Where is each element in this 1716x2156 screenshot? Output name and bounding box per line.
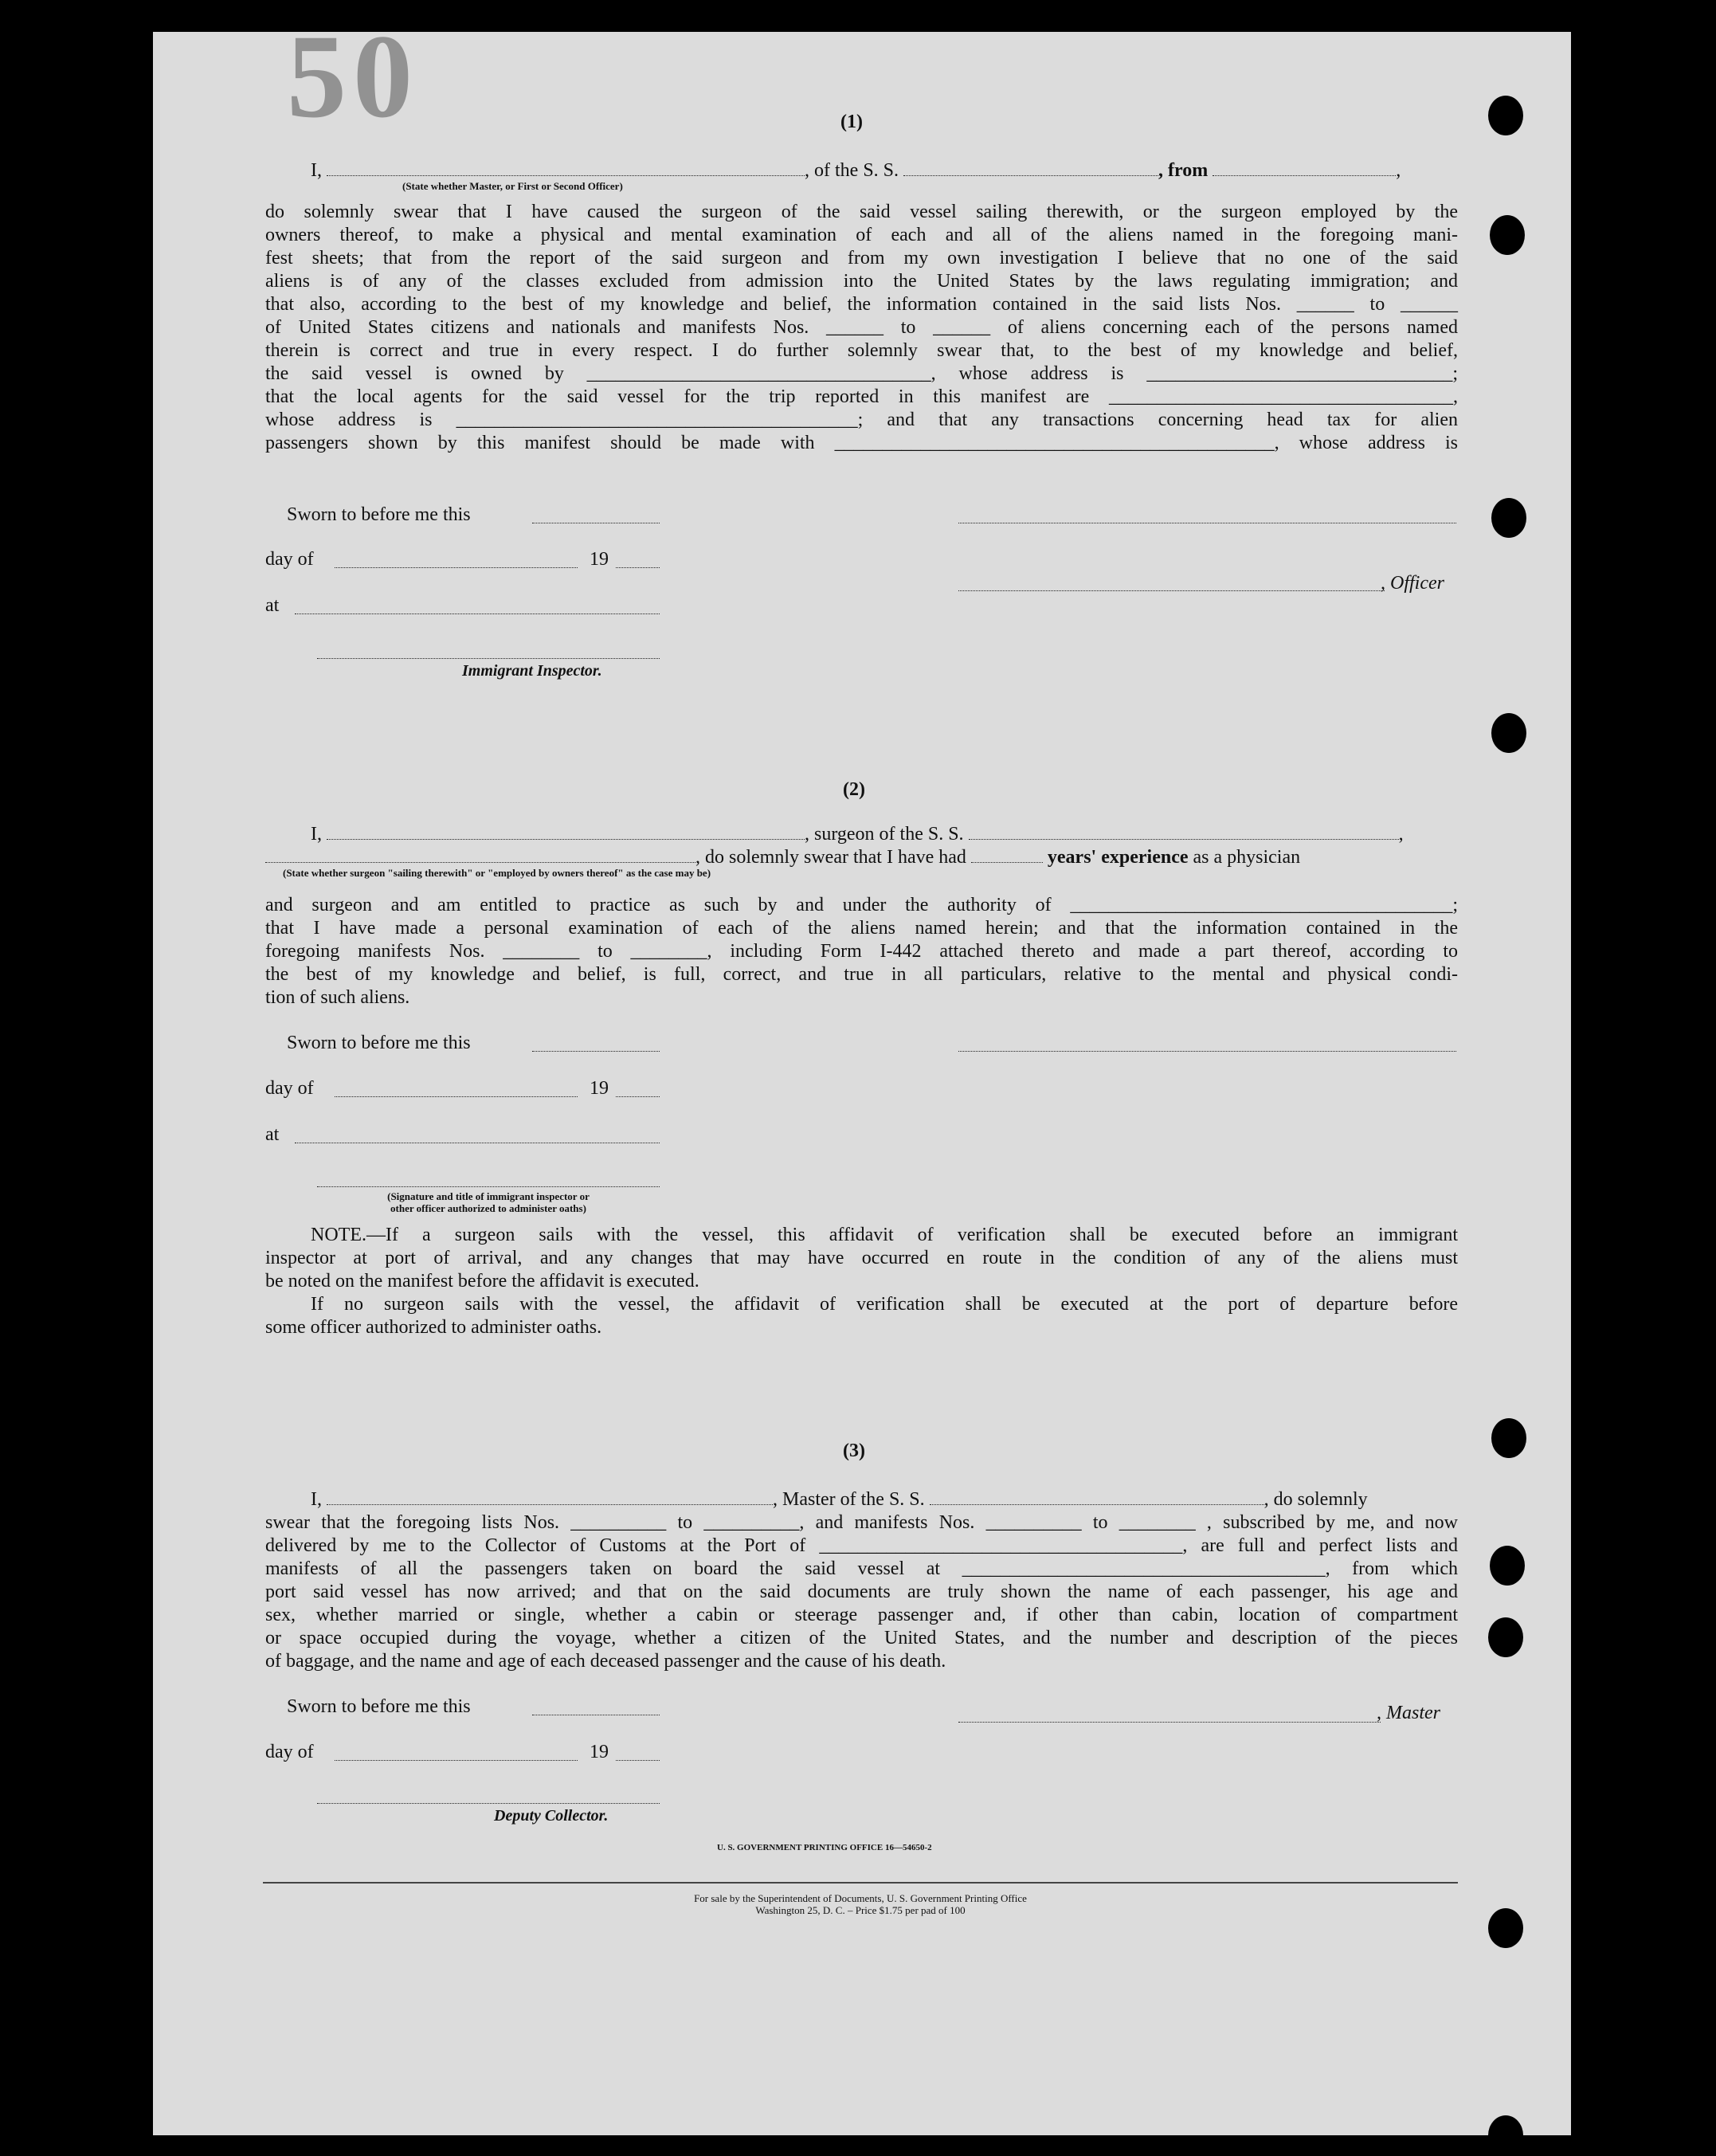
punch-hole [1491, 713, 1526, 753]
label-of-ss: , of the S. S. [805, 160, 899, 181]
sworn-date-field[interactable] [532, 1714, 660, 1715]
body-line: aliens is of any of the classes excluded from admission into the United States by the laws regulating immigration; and [265, 271, 1458, 292]
surgeon-hint: (State whether surgeon "sailing therewith" or "employed by owners thereof" as the case may be) [283, 867, 711, 879]
year-label: 19 [590, 549, 609, 570]
label-swear: , do solemnly swear that I have had [695, 847, 966, 868]
master-label: , Master [1377, 1703, 1440, 1723]
punch-hole [1491, 498, 1526, 538]
day-of-field[interactable] [335, 1759, 578, 1761]
body-line: passengers shown by this manifest should be made with ______________________________________________, whose address is [265, 433, 1458, 453]
label-master-of: , Master of the S. S. [773, 1489, 925, 1510]
label-i: I, [311, 824, 322, 845]
year-field[interactable] [616, 1759, 660, 1761]
label-i: I, [311, 1489, 322, 1510]
sale-line: For sale by the Superintendent of Documents, U. S. Government Printing Office [694, 1892, 1027, 1904]
body-line: that also, according to the best of my knowledge and belief, the information contained in the said lists Nos. ______ to ______ [265, 294, 1458, 315]
year-label: 19 [590, 1078, 609, 1099]
stamp-number: 50 [287, 10, 419, 143]
section-2-experience-line [265, 846, 1300, 869]
section-3-oath-line [311, 1488, 1368, 1511]
signature-hint-line: other officer authorized to administer oaths) [390, 1202, 586, 1214]
punch-hole [1490, 1546, 1525, 1586]
punch-hole [1488, 96, 1523, 135]
inspector-signature-field[interactable] [317, 1186, 660, 1187]
vessel-name-field[interactable] [930, 1490, 1264, 1505]
body-line: swear that the foregoing lists Nos. __________ to __________, and manifests Nos. __________ to ________ , subscribed by me, and now [265, 1512, 1458, 1533]
day-of-field[interactable] [335, 1096, 578, 1097]
body-line: foregoing manifests Nos. ________ to ________, including Form I-442 attached thereto and made a part thereof, according to [265, 941, 1458, 962]
body-line: do solemnly swear that I have caused the surgeon of the said vessel sailing therewith, or the surgeon employed by the [265, 202, 1458, 222]
collector-signature-field[interactable] [317, 1802, 660, 1804]
body-line: sex, whether married or single, whether a cabin or steerage passenger and, if other than cabin, location of compartment [265, 1605, 1458, 1625]
body-line: therein is correct and true in every respect. I do further solemnly swear that, to the best of my knowledge and belief, [265, 340, 1458, 361]
body-line: that the local agents for the said vessel for the trip reported in this manifest are ____________________________________, [265, 386, 1458, 407]
printing-office-line: U. S. GOVERNMENT PRINTING OFFICE 16—54650-2 [717, 1843, 932, 1852]
port-from-field[interactable] [1213, 161, 1396, 176]
officer-signature-field[interactable] [958, 522, 1456, 523]
vessel-name-field[interactable] [903, 161, 1158, 176]
note-line: some officer authorized to administer oaths. [265, 1317, 602, 1338]
section-2-heading: (2) [843, 779, 865, 800]
year-label: 19 [590, 1742, 609, 1762]
inspector-signature-field[interactable] [317, 657, 660, 659]
at-label: at [265, 1124, 280, 1145]
punch-hole [1488, 1908, 1523, 1948]
body-line: and surgeon and am entitled to practice as such by and under the authority of ________________________________________; [265, 895, 1458, 915]
body-line: the best of my knowledge and belief, is full, correct, and true in all particulars, relative to the mental and physical condi- [265, 964, 1458, 985]
body-line: the said vessel is owned by ____________________________________, whose address is ________________________________; [265, 363, 1458, 384]
section-1-oath-line: I, , of the S. S. , from , [311, 160, 1401, 181]
sale-notice [582, 1892, 1139, 1916]
inspector-label: Immigrant Inspector. [462, 662, 602, 680]
year-field[interactable] [616, 1096, 660, 1097]
body-line: owners thereof, to make a physical and mental examination of each and all of the aliens named in the foregoing mani- [265, 225, 1458, 245]
label-years: years' experience [1047, 847, 1189, 868]
day-of-field[interactable] [335, 566, 578, 568]
label-solemnly: , do solemnly [1263, 1489, 1368, 1510]
sworn-label: Sworn to before me this [287, 1696, 471, 1717]
section-2-oath-line: I, , surgeon of the S. S. , [311, 824, 1404, 845]
note-line: be noted on the manifest before the affidavit is executed. [265, 1271, 699, 1292]
body-line: manifests of all the passengers taken on board the said vessel at ______________________________________, from which [265, 1558, 1458, 1579]
at-field[interactable] [295, 613, 660, 614]
vessel-name-field[interactable] [969, 825, 1399, 840]
years-field[interactable] [971, 848, 1043, 863]
officer-label: , Officer [1381, 573, 1444, 594]
body-line: port said vessel has now arrived; and that on the said documents are truly shown the name of each passenger, his age and [265, 1582, 1458, 1602]
body-line: of baggage, and the name and age of each deceased passenger and the cause of his death. [265, 1651, 946, 1672]
master-name-field[interactable] [327, 1490, 773, 1505]
sworn-label: Sworn to before me this [287, 504, 471, 525]
signature-hint [317, 1190, 660, 1214]
day-of-label: day of [265, 1742, 314, 1762]
label-from: , from [1158, 160, 1209, 181]
surgeon-name-field[interactable] [327, 825, 805, 840]
body-line: fest sheets; that from the report of the said surgeon and from my own investigation I believe that no one of the said [265, 248, 1458, 269]
punch-hole [1488, 1617, 1523, 1657]
punch-hole [1490, 215, 1525, 255]
officer-hint: (State whether Master, or First or Second Officer) [402, 180, 623, 192]
body-line: tion of such aliens. [265, 987, 410, 1008]
year-field[interactable] [616, 566, 660, 568]
section-1-heading: (1) [840, 112, 863, 132]
footer-separator [263, 1882, 1458, 1884]
signature-hint-line: (Signature and title of immigrant inspector or [387, 1190, 590, 1202]
surgeon-status-field[interactable] [265, 848, 695, 863]
punch-hole [1488, 2115, 1523, 2155]
surgeon-signature-field[interactable] [958, 1050, 1456, 1052]
note-line: NOTE.—If a surgeon sails with the vessel, this affidavit of verification shall be executed before an immigrant [311, 1225, 1458, 1245]
label-surgeon-of: , surgeon of the S. S. [805, 824, 964, 845]
punch-hole [1491, 1418, 1526, 1458]
sworn-date-field[interactable] [532, 1050, 660, 1052]
label-i: I, [311, 160, 322, 181]
officer-title-field[interactable] [958, 590, 1385, 591]
note-line: inspector at port of arrival, and any changes that may have occurred en route in the condition of any of the aliens must [265, 1248, 1458, 1268]
label-physician: as a physician [1193, 847, 1301, 868]
master-signature-field[interactable] [958, 1721, 1381, 1723]
day-of-label: day of [265, 1078, 314, 1099]
sale-line: Washington 25, D. C. – Price $1.75 per pad of 100 [755, 1904, 966, 1916]
sworn-date-field[interactable] [532, 522, 660, 523]
sworn-label: Sworn to before me this [287, 1033, 471, 1053]
body-line: whose address is __________________________________________; and that any transactions concerning head tax for alien [265, 410, 1458, 430]
at-field[interactable] [295, 1142, 660, 1143]
collector-label: Deputy Collector. [494, 1807, 609, 1825]
note-line: If no surgeon sails with the vessel, the affidavit of verification shall be executed at the port of departure before [311, 1294, 1458, 1315]
section-3-heading: (3) [843, 1441, 865, 1461]
body-line: that I have made a personal examination of each of the aliens named herein; and that the information contained in the [265, 918, 1458, 939]
day-of-label: day of [265, 549, 314, 570]
officer-name-field[interactable] [327, 161, 805, 176]
body-line: or space occupied during the voyage, whether a citizen of the United States, and the number and description of the pieces [265, 1628, 1458, 1648]
at-label: at [265, 595, 280, 616]
body-line: of United States citizens and nationals and manifests Nos. ______ to ______ of aliens concerning each of the persons named [265, 317, 1458, 338]
body-line: delivered by me to the Collector of Customs at the Port of ______________________________________, are full and perfect lists and [265, 1535, 1458, 1556]
